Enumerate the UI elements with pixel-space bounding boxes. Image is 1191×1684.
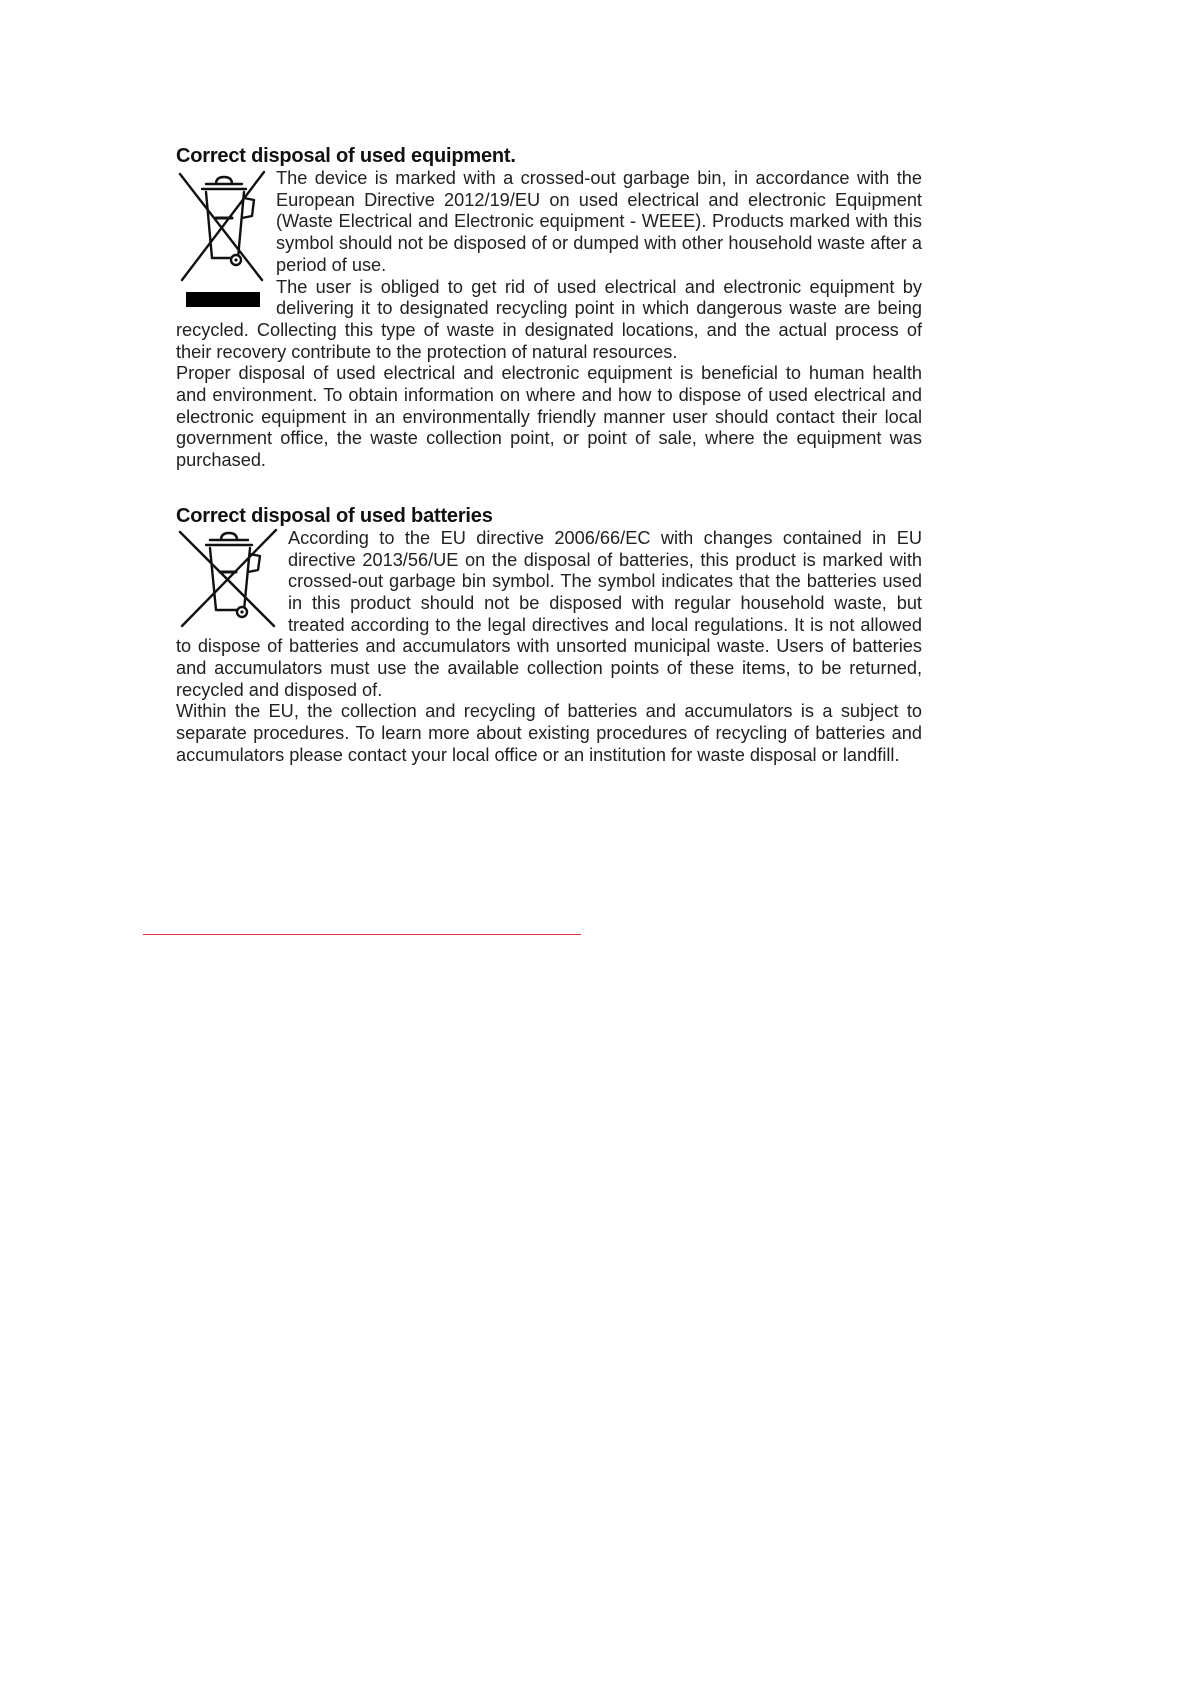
equipment-disposal-section (176, 144, 922, 472)
section-heading: Correct disposal of used equipment. (176, 145, 516, 167)
separator-bar (186, 292, 260, 307)
crossed-out-wheelie-bin-icon (176, 168, 268, 308)
crossed-out-wheelie-bin-icon (176, 528, 280, 630)
section-heading: Correct disposal of used batteries (176, 504, 493, 527)
document-body (176, 144, 922, 767)
paragraph: Proper disposal of used electrical and electronic equipment is beneficial to human health and environment. To obtain information on where and how to dispose of used electrical and electronic equipment in an environmentally friendly manner user should contact their local government office, the waste collection point, or point of sale, where the equipment was purchased. (176, 363, 922, 471)
paragraph: According to the EU directive 2006/66/EC with changes contained in EU directive 2013/56/UE on the disposal of batteries, this product is marked with crossed-out garbage bin symbol. The symbol indicates that the batteries used in this product should not be disposed with regular household waste, but treated according to the legal directives and local regulations. It is not allowed to dispose of batteries and accumulators with unsorted municipal waste. Users of batteries and accumulators must use the available collection points of these items, to be returned, recycled and disposed of. (176, 527, 922, 700)
paragraph: Within the EU, the collection and recycling of batteries and accumulators is a subject to separate procedures. To learn more about existing procedures of recycling of batteries and accumulators please contact your local office or an institution for waste disposal or landfill. (176, 701, 922, 765)
paragraph: The user is obliged to get rid of used electrical and electronic equipment by delivering it to designated recycling point in which dangerous waste are being recycled. Collecting this type of waste in designated locations, and the actual process of their recovery contribute to the protection of natural resources. (176, 276, 922, 362)
batteries-disposal-section (176, 504, 922, 767)
footnote-separator-line (143, 934, 581, 935)
paragraph: The device is marked with a crossed-out garbage bin, in accordance with the European Directive 2012/19/EU on used electrical and electronic Equipment (Waste Electrical and Electronic equipment - WEEE). Products marked with this symbol should not be disposed of or dumped with other household waste after a period of use. (276, 168, 922, 275)
